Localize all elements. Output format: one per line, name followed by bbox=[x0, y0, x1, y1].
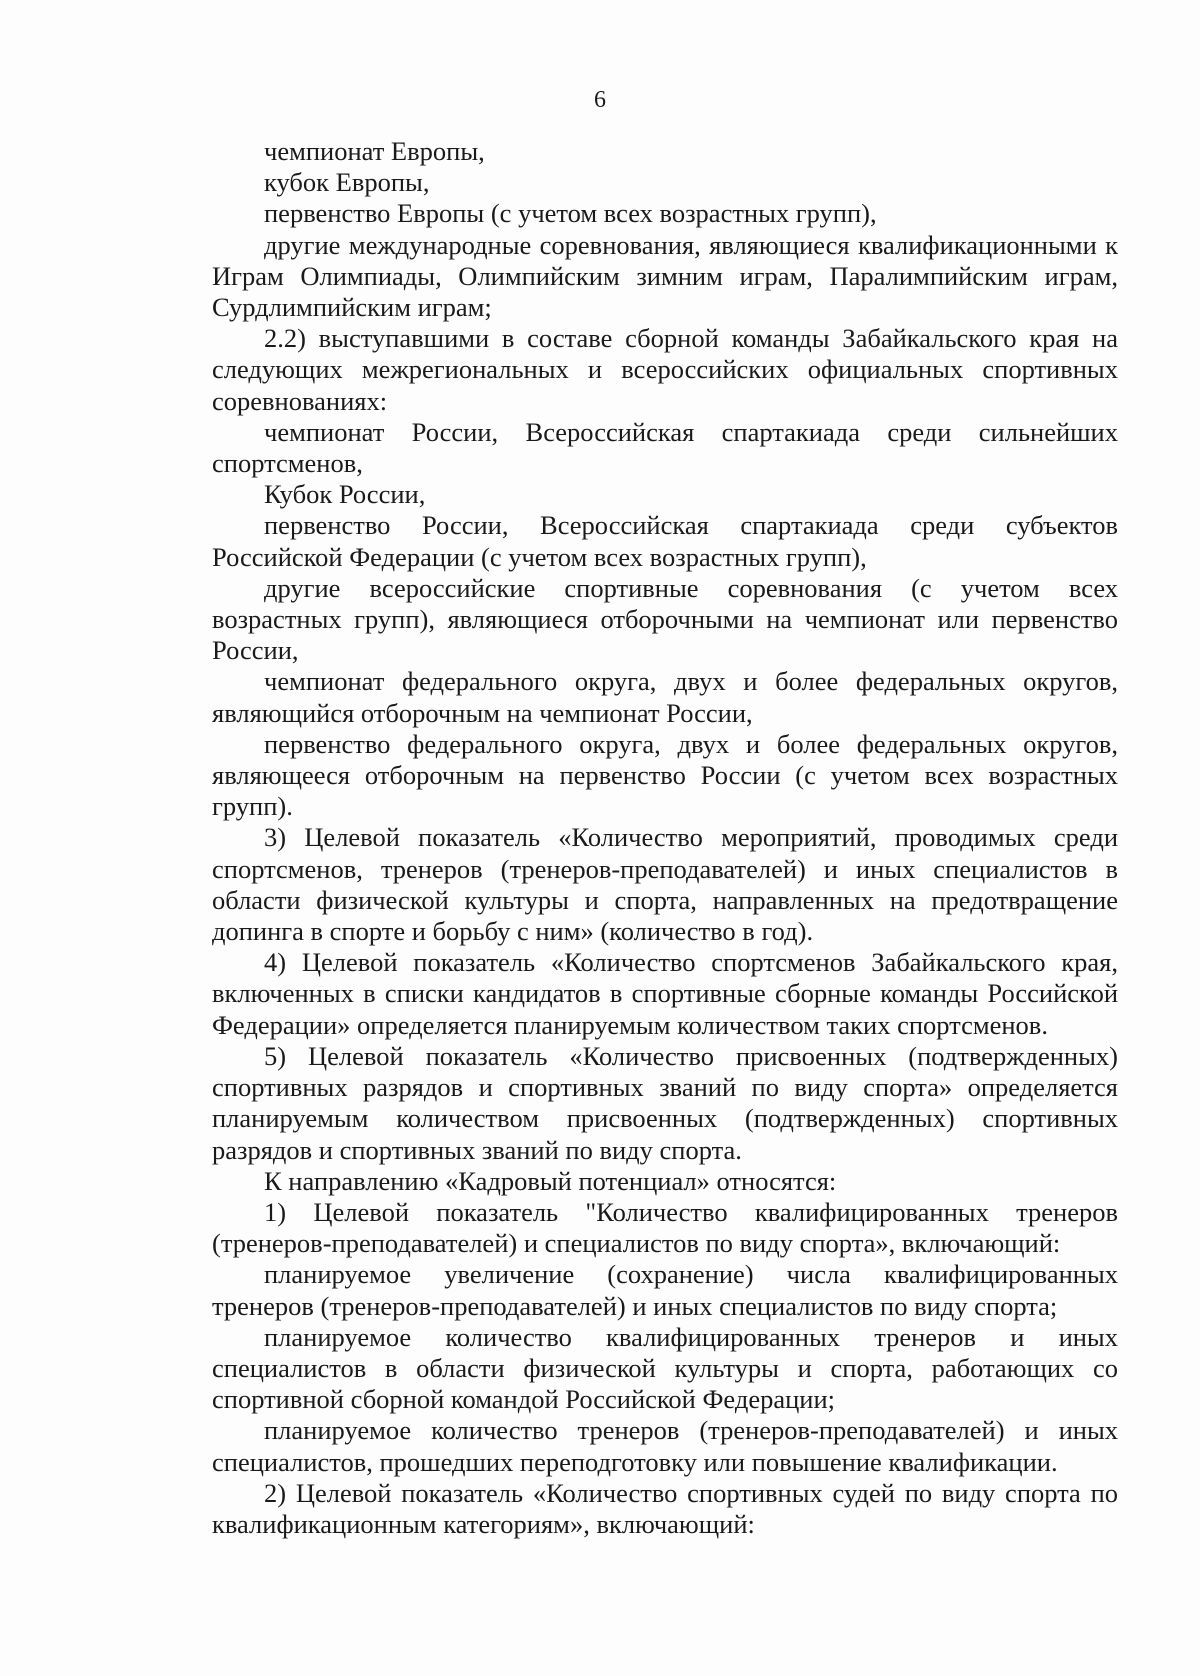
paragraph-6: чемпионат России, Всероссийская спартакиада среди сильнейших спортсменов, bbox=[212, 416, 1118, 479]
paragraph-17: планируемое увеличение (сохранение) числа квалифицированных тренеров (тренеров-преподавателей) и иных специалистов по виду спорта; bbox=[212, 1259, 1118, 1321]
paragraph-19: планируемое количество тренеров (тренеров-преподавателей) и иных специалистов, прошедших переподготовку или повышение квалификации. bbox=[212, 1415, 1118, 1477]
paragraph-5: 2.2) выступавшими в составе сборной команды Забайкальского края на следующих межрегиональных и всероссийских официальных спортивных соревнованиях: bbox=[212, 323, 1118, 416]
paragraph-12: 3) Целевой показатель «Количество мероприятий, проводимых среди спортсменов, тренеров (тренеров-преподавателей) и иных специалистов в области физической культуры и спорта, направленных на предотвращение допинга в спорте и борьбу с ним» (количество в год). bbox=[212, 822, 1118, 947]
paragraph-8: первенство России, Всероссийская спартакиада среди субъектов Российской Федерации (с учетом всех возрастных групп), bbox=[212, 510, 1118, 572]
paragraph-3: первенство Европы (с учетом всех возрастных групп), bbox=[264, 198, 877, 229]
paragraph-15: К направлению «Кадровый потенциал» относятся: bbox=[264, 1165, 837, 1196]
paragraph-10: чемпионат федерального округа, двух и более федеральных округов, являющийся отборочным на чемпионат России, bbox=[212, 666, 1118, 728]
paragraph-9: другие всероссийские спортивные соревнования (с учетом всех возрастных групп), являющиеся отборочными на чемпионат или первенство России, bbox=[212, 572, 1118, 666]
paragraph-18: планируемое количество квалифицированных тренеров и иных специалистов в области физической культуры и спорта, работающих со спортивной сборной командой Российской Федерации; bbox=[212, 1321, 1118, 1415]
paragraph-13: 4) Целевой показатель «Количество спортсменов Забайкальского края, включенных в списки кандидатов в спортивные сборные команды Российской Федерации» определяется планируемым количеством таких спортсменов. bbox=[212, 947, 1118, 1040]
document-body bbox=[212, 136, 1118, 1540]
paragraph-4: другие международные соревнования, являющиеся квалификационными к Играм Олимпиады, Олимпийским зимним играм, Паралимпийским играм, Сурдлимпийским играм; bbox=[212, 229, 1118, 323]
paragraph-20: 2) Целевой показатель «Количество спортивных судей по виду спорта по квалификационным категориям», включающий: bbox=[212, 1477, 1118, 1539]
paragraph-16: 1) Целевой показатель "Количество квалифицированных тренеров (тренеров-преподавателей) и специалистов по виду спорта», включающий: bbox=[212, 1196, 1118, 1259]
paragraph-2: кубок Европы, bbox=[264, 167, 430, 198]
page-number: 6 bbox=[594, 87, 606, 113]
paragraph-1: чемпионат Европы, bbox=[264, 136, 485, 166]
paragraph-7: Кубок России, bbox=[264, 479, 426, 510]
paragraph-14: 5) Целевой показатель «Количество присвоенных (подтвержденных) спортивных разрядов и спортивных званий по виду спорта» определяется планируемым количеством присвоенных (подтвержденных) спортивных разрядов и спортивных званий по виду спорта. bbox=[212, 1040, 1118, 1165]
paragraph-11: первенство федерального округа, двух и более федеральных округов, являющееся отборочным на первенство России (с учетом всех возрастных групп). bbox=[212, 728, 1118, 822]
